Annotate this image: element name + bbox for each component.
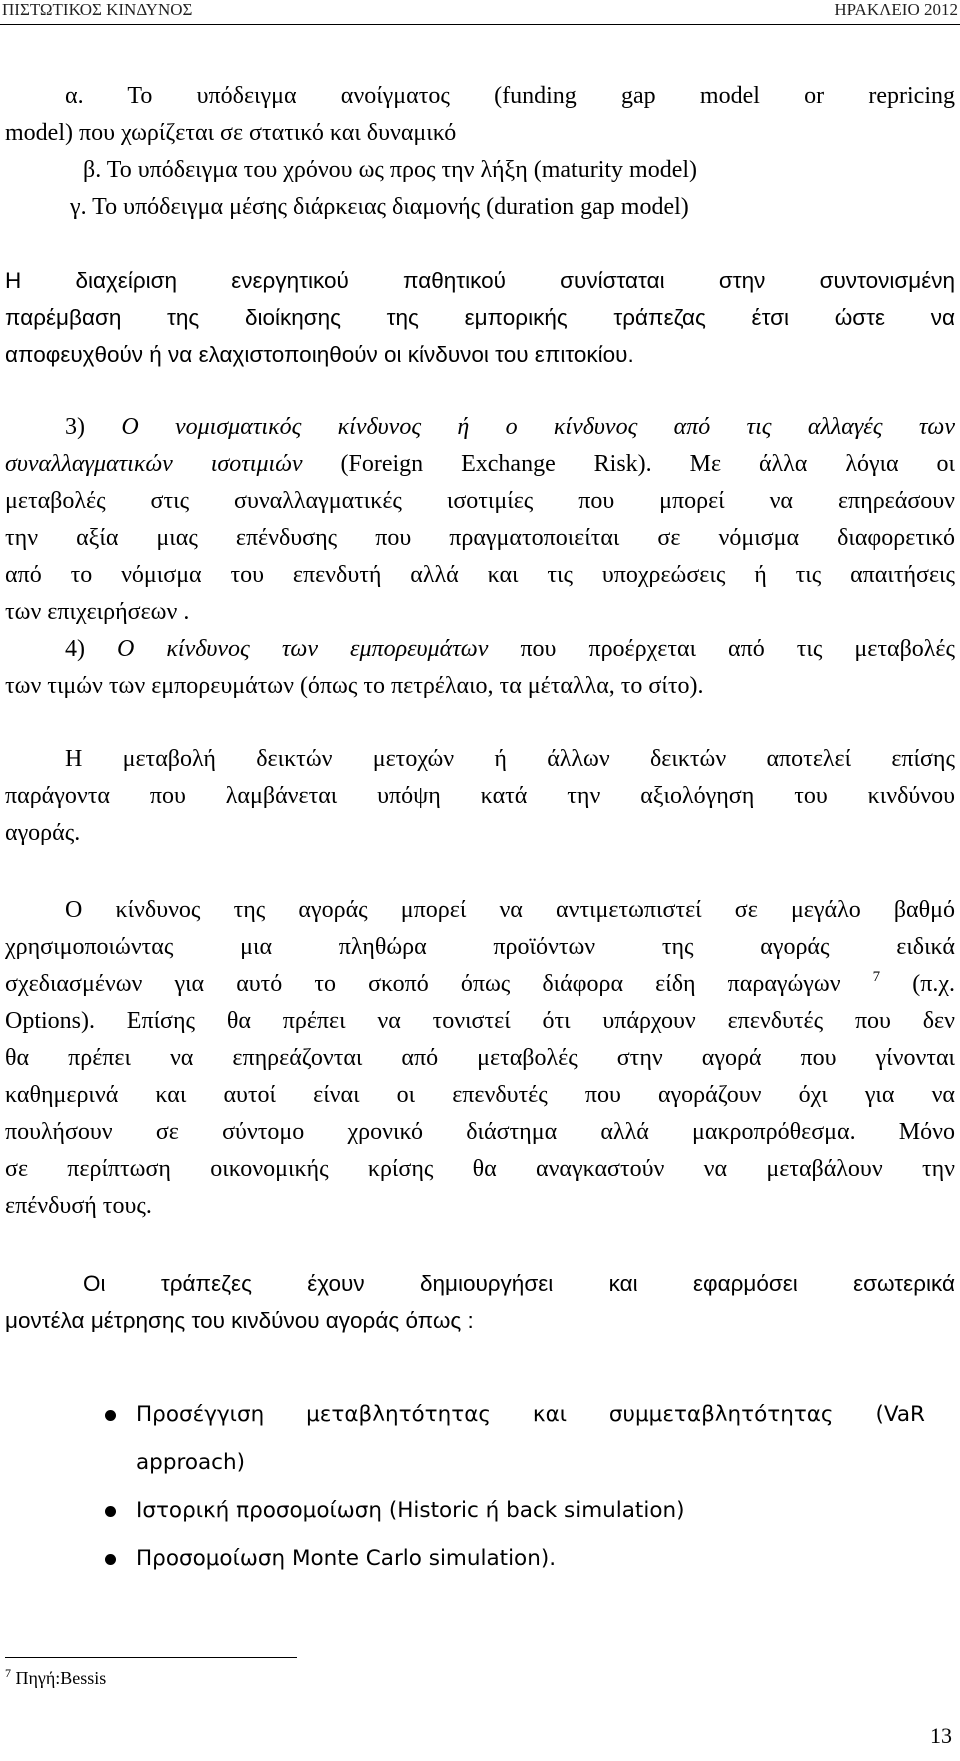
bullet-item-monte-carlo: Προσομοίωση Monte Carlo simulation).: [5, 1535, 955, 1583]
footnote-divider: [5, 1657, 297, 1658]
banks-line1: Οι τράπεζες έχουν δημιουργήσει και εφαρμόσει εσωτερικά: [83, 1271, 955, 1296]
document-body: [5, 78, 955, 1583]
model-list: [5, 78, 955, 226]
fx-line6: των επιχειρήσεων .: [5, 599, 190, 625]
footnote-reference: 7: [872, 969, 881, 985]
fx-title-part2: συναλλαγματικών ισοτιμιών: [5, 451, 303, 477]
fx-line2: συναλλαγματικών ισοτιμιών (Foreign Exchange Risk). Με άλλα λόγια οι: [5, 451, 955, 477]
footnote-number: 7: [5, 1666, 11, 1680]
fx-title-part1: Ο νομισματικός κίνδυνος ή ο κίνδυνος από τις αλλαγές των: [121, 414, 956, 440]
banks-line2: μοντέλα μέτρησης του κινδύνου αγοράς όπως :: [5, 1308, 474, 1333]
equity-paragraph: [5, 741, 955, 852]
model-a-line2: model) που χωρίζεται σε στατικό και δυναμικό: [5, 120, 457, 146]
methods-bullet-list: [5, 1391, 955, 1583]
fx-line3: μεταβολές στις συναλλαγματικές ισοτιμίες που μπορεί να επηρεάσουν: [5, 488, 955, 514]
commodity-line2: των τιμών των εμπορευμάτων (όπως το πετρέλαιο, τα μέταλλα, το σίτο).: [5, 673, 704, 699]
market-line9: επένδυσή τους.: [5, 1193, 152, 1219]
header-place-year: ΗΡΑΚΛΕΙΟ 2012: [834, 0, 958, 19]
market-line7: πουλήσουν σε σύντομο χρονικό διάστημα αλλά μακροπρόθεσμα. Μόνο: [5, 1119, 955, 1145]
equity-line2: παράγοντα που λαμβάνεται υπόψη κατά την αξιολόγηση του κινδύνου: [5, 783, 955, 809]
footnote: [5, 1668, 106, 1689]
header-title: ΠΙΣΤΩΤΙΚΟΣ ΚΙΝΔΥΝΟΣ: [2, 0, 193, 19]
fx-risk-paragraph: [5, 409, 955, 631]
fx-line4: την αξία μιας επένδυσης που πραγματοποιείται σε νόμισμα διαφορετικό: [5, 525, 955, 551]
model-a-line1: α. Το υπόδειγμα ανοίγματος (funding gap model or repricing: [65, 83, 955, 109]
market-line3: σχεδιασμένων για αυτό το σκοπό όπως διάφορα είδη παραγώγων $^7$ (π.χ.: [5, 969, 956, 997]
equity-line1: Η μεταβολή δεικτών μετοχών ή άλλων δεικτών αποτελεί επίσης: [65, 746, 955, 772]
fx-line5: από το νόμισμα του επενδυτή αλλά και τις υποχρεώσεις ή τις απαιτήσεις: [5, 562, 955, 588]
market-line2: χρησιμοποιώντας μια πληθώρα προϊόντων της αγοράς ειδικά: [5, 934, 955, 960]
bullet-item-var: Προσέγγιση μεταβλητότητας και συμμεταβλητότητας (VaR approach): [5, 1391, 955, 1487]
model-c: γ. Το υπόδειγμα μέσης διάρκειας διαμονής (duration gap model): [70, 194, 689, 220]
market-paragraph: [5, 892, 955, 1225]
market-line4: Options). Επίσης θα πρέπει να τονιστεί ότι υπάρχουν επενδυτές που δεν: [5, 1008, 955, 1034]
equity-line3: αγοράς.: [5, 820, 81, 846]
page-number: 13: [930, 1723, 952, 1748]
alm-line2: παρέμβαση της διοίκησης της εμπορικής τράπεζας έτσι ώστε να: [5, 305, 955, 330]
commodity-paragraph: [5, 631, 955, 705]
page-header: [0, 0, 960, 25]
alm-line3: αποφευχθούν ή να ελαχιστοποιηθούν οι κίνδυνοι του επιτοκίου.: [5, 342, 634, 367]
footnote-text: Πηγή:Bessis: [15, 1668, 107, 1688]
model-b: β. Το υπόδειγμα του χρόνου ως προς την λήξη (maturity model): [83, 157, 698, 183]
market-line6: καθημερινά και αυτοί είναι οι επενδυτές που αγοράζουν όχι για να: [5, 1082, 955, 1108]
market-line8: σε περίπτωση οικονομικής κρίσης θα αναγκαστούν να μεταβάλουν την: [5, 1156, 955, 1182]
market-line5: θα πρέπει να επηρεάζονται από μεταβολές στην αγορά που γίνονται: [5, 1045, 955, 1071]
market-line1: Ο κίνδυνος της αγοράς μπορεί να αντιμετωπιστεί σε μεγάλο βαθμό: [65, 897, 955, 923]
commodity-line1: 4) Ο κίνδυνος των εμπορευμάτων που προέρχεται από τις μεταβολές: [65, 636, 956, 662]
commodity-title: Ο κίνδυνος των εμπορευμάτων: [117, 636, 489, 662]
bullet-item-historic: Ιστορική προσομοίωση (Historic ή back simulation): [5, 1487, 955, 1535]
fx-line1: 3) Ο νομισματικός κίνδυνος ή ο κίνδυνος από τις αλλαγές των: [65, 414, 956, 440]
alm-line1: Η διαχείριση ενεργητικού παθητικού συνίσταται στην συντονισμένη: [5, 268, 955, 293]
banks-paragraph: [5, 1265, 955, 1339]
alm-paragraph: [5, 262, 955, 373]
